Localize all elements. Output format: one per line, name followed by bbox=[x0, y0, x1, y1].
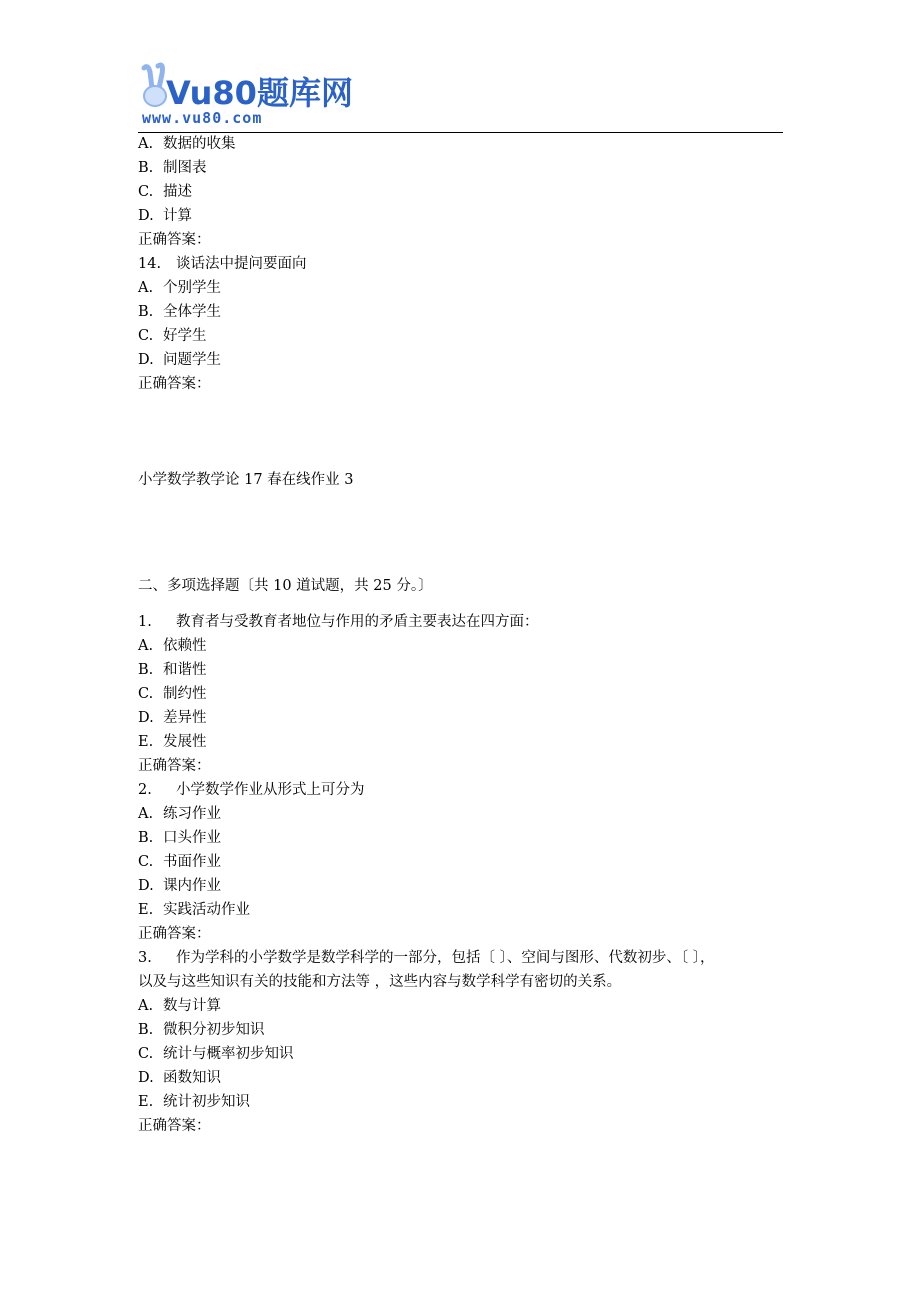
option-line: A. 数据的收集 bbox=[138, 136, 236, 152]
question-text: 小学数学作业从形式上可分为 bbox=[176, 782, 365, 798]
question-text: 教育者与受教育者地位与作用的矛盾主要表达在四方面： bbox=[176, 614, 539, 630]
option-line: B. 和谐性 bbox=[138, 662, 207, 678]
option-line: C. 书面作业 bbox=[138, 854, 221, 870]
answer-label: 正确答案： bbox=[138, 1118, 211, 1134]
section-title: 二、多项选择题〔共 10 道试题，共 25 分。〕 bbox=[138, 578, 433, 594]
option-line: C. 制约性 bbox=[138, 686, 207, 702]
spacer bbox=[138, 598, 788, 610]
question-text: 作为学科的小学数学是数学科学的一部分，包括〔 〕、空间与图形、代数初步、〔 〕， bbox=[176, 950, 715, 966]
question-text-continued: 以及与这些知识有关的技能和方法等 ，这些内容与数学科学有密切的关系。 bbox=[138, 974, 622, 990]
option-line: B. 口头作业 bbox=[138, 830, 221, 846]
question-line bbox=[138, 610, 788, 634]
question-line bbox=[138, 778, 788, 802]
answer-label: 正确答案： bbox=[138, 376, 211, 392]
answer-label: 正确答案： bbox=[138, 926, 211, 942]
question-number: 1. bbox=[138, 614, 152, 630]
option-line: E. 实践活动作业 bbox=[138, 902, 250, 918]
spacer bbox=[138, 492, 788, 574]
document-body bbox=[138, 132, 788, 1138]
option-line: D. 课内作业 bbox=[138, 878, 221, 894]
option-line: A. 依赖性 bbox=[138, 638, 207, 654]
option-line: A. 数与计算 bbox=[138, 998, 221, 1014]
option-line: D. 函数知识 bbox=[138, 1070, 221, 1086]
vu80-logo-image bbox=[138, 62, 353, 127]
answer-label: 正确答案： bbox=[138, 232, 211, 248]
option-line: A. 练习作业 bbox=[138, 806, 221, 822]
logo-url-text: www.vu80.com bbox=[142, 109, 263, 127]
question-line bbox=[138, 946, 788, 970]
question-text: 谈话法中提问要面向 bbox=[176, 256, 307, 272]
spacer bbox=[138, 396, 788, 468]
option-line: B. 微积分初步知识 bbox=[138, 1022, 265, 1038]
logo-brand-text: Vu80题库网 bbox=[166, 74, 353, 112]
option-line: C. 描述 bbox=[138, 184, 192, 200]
option-line: D. 差异性 bbox=[138, 710, 207, 726]
option-line: C. 好学生 bbox=[138, 328, 207, 344]
question-number: 2. bbox=[138, 782, 152, 798]
answer-label: 正确答案： bbox=[138, 758, 211, 774]
option-line: B. 全体学生 bbox=[138, 304, 221, 320]
question-number: 3. bbox=[138, 950, 152, 966]
vu80-logo[interactable] bbox=[138, 62, 353, 127]
option-line: A. 个别学生 bbox=[138, 280, 221, 296]
option-line: D. 计算 bbox=[138, 208, 192, 224]
option-line: C. 统计与概率初步知识 bbox=[138, 1046, 294, 1062]
assignment-title: 小学数学教学论 17 春在线作业 3 bbox=[138, 472, 354, 488]
option-line: B. 制图表 bbox=[138, 160, 207, 176]
page-header bbox=[138, 62, 783, 133]
question-line bbox=[138, 252, 788, 276]
option-line: D. 问题学生 bbox=[138, 352, 221, 368]
option-line: E. 统计初步知识 bbox=[138, 1094, 250, 1110]
question-number: 14. bbox=[138, 256, 162, 272]
option-line: E. 发展性 bbox=[138, 734, 207, 750]
